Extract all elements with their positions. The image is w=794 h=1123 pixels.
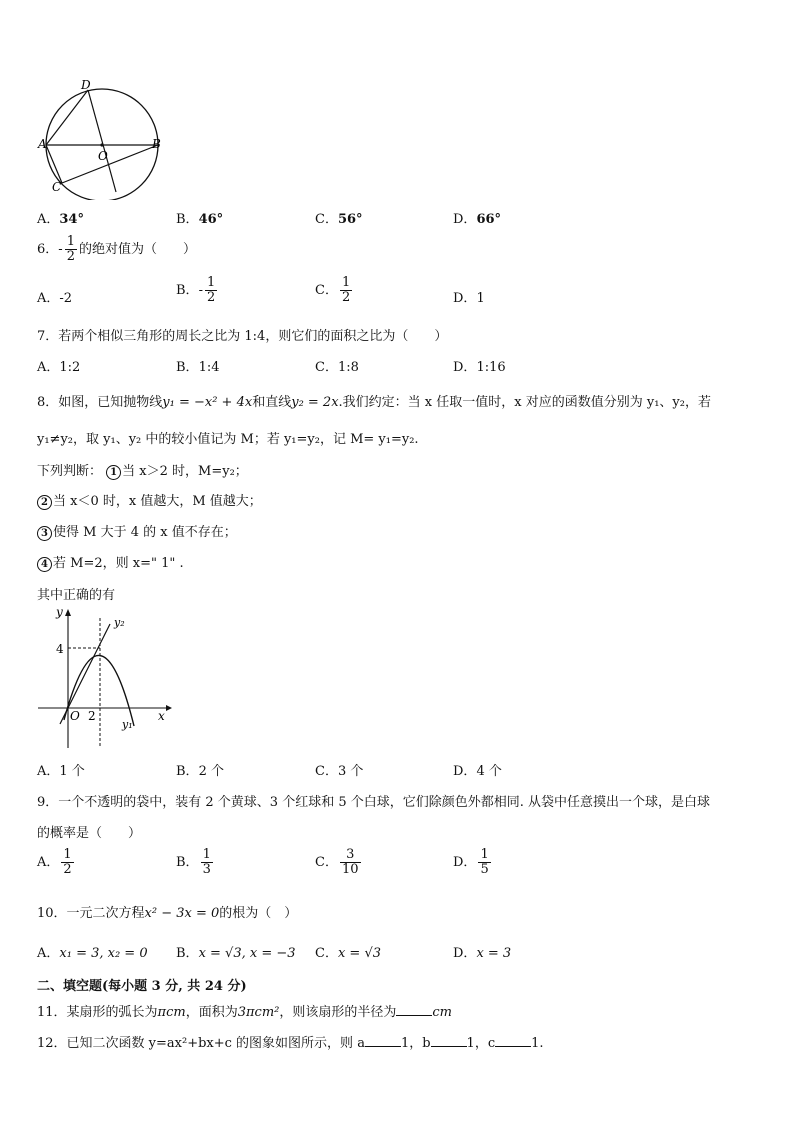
q12-blank-c[interactable] — [495, 1034, 531, 1047]
q7-option-b[interactable]: B．1:4 — [176, 360, 220, 375]
q6-option-a[interactable]: A．-2 — [37, 291, 73, 306]
axis-x-label: x — [158, 709, 165, 723]
curve-y1-label: y₁ — [122, 718, 133, 731]
q7-option-a[interactable]: A．1:2 — [37, 360, 81, 375]
q8-stem-line2: y₁≠y₂，取 y₁、y₂ 中的较小值记为 M；若 y₁=y₂，记 M= y₁=y₂. — [37, 432, 419, 447]
q8-judgment-3: 3 使得 M 大于 4 的 x 值不存在； — [37, 521, 237, 541]
q9-option-b[interactable]: B． $\frac{1}{3}$ — [176, 847, 211, 877]
q8-option-a[interactable]: A．1 个 — [37, 764, 85, 779]
q8-judgment-2: 2 当 x＜0 时，x 值越大，M 值越大； — [37, 490, 262, 510]
q8-stem-line1: 8．如图，已知抛物线y₁ = −x² + 4x和直线y₂ = 2x.我们约定：当 x 任取一值时，x 对应的函数值分别为 y₁、y₂，若 — [37, 395, 711, 410]
q8-option-d[interactable]: D．4 个 — [453, 764, 502, 779]
label-O: O — [98, 149, 108, 163]
q11-stem: 11．某扇形的弧长为πcm，面积为3πcm²，则该扇形的半径为 cm — [37, 1005, 452, 1020]
section-heading-fill-in: 二、填空题(每小题 3 分, 共 24 分) — [37, 979, 247, 994]
q10-option-b[interactable]: B．x = √3, x = −3 — [176, 946, 296, 961]
q7-stem: 7．若两个相似三角形的周长之比为 1:4，则它们的面积之比为（ ） — [37, 329, 448, 344]
q8-option-c[interactable]: C．3 个 — [315, 764, 364, 779]
q12-blank-b[interactable] — [431, 1034, 467, 1047]
q8-option-b[interactable]: B．2 个 — [176, 764, 224, 779]
q5-option-d[interactable]: D．66° — [453, 212, 502, 227]
circle-figure — [34, 76, 170, 200]
q8-judgment-4: 4 若 M=2，则 x=" 1" . — [37, 552, 184, 572]
q9-option-d[interactable]: D． $\frac{1}{5}$ — [453, 847, 489, 877]
function-graph-figure — [34, 604, 174, 752]
q9-stem-line2: 的概率是（ ） — [37, 826, 142, 841]
q10-option-a[interactable]: A．x₁ = 3, x₂ = 0 — [37, 946, 148, 961]
q9-option-a[interactable]: A． $\frac{1}{2}$ — [37, 847, 72, 877]
line-y2-label: y₂ — [114, 616, 125, 629]
axis-y-label: y — [56, 605, 63, 619]
q5-option-a[interactable]: A．34° — [37, 212, 84, 227]
q6-stem: 6．- $\frac{1}{2}$ 的绝对值为（ ） — [37, 234, 196, 264]
tick-2-label: 2 — [88, 709, 96, 723]
q8-which-correct: 其中正确的有 — [37, 588, 116, 603]
q7-option-c[interactable]: C．1:8 — [315, 360, 359, 375]
label-A: A — [38, 137, 47, 151]
label-C: C — [52, 180, 62, 194]
q12-stem: 12．已知二次函数 y=ax²+bx+c 的图象如图所示，则 a 1，b 1，c 1. — [37, 1036, 544, 1051]
q8-judgment-1: 下列判断： 1 当 x＞2 时，M=y₂； — [37, 464, 248, 479]
q6-option-d[interactable]: D．1 — [453, 291, 485, 306]
q5-option-c[interactable]: C．56° — [315, 212, 363, 227]
q10-stem: 10．一元二次方程x² − 3x = 0的根为（ ） — [37, 906, 298, 921]
label-D: D — [81, 78, 91, 92]
q5-option-b[interactable]: B．46° — [176, 212, 224, 227]
q12-blank-a[interactable] — [365, 1034, 401, 1047]
q9-stem-line1: 9．一个不透明的袋中，装有 2 个黄球、3 个红球和 5 个白球，它们除颜色外都相同. 从袋中任意摸出一个球，是白球 — [37, 795, 711, 810]
q9-option-c[interactable]: C． $\frac{3}{10}$ — [315, 847, 359, 877]
q10-option-d[interactable]: D．x = 3 — [453, 946, 512, 961]
q7-option-d[interactable]: D．1:16 — [453, 360, 506, 375]
q11-answer-blank[interactable] — [396, 1003, 432, 1016]
origin-label: O — [70, 709, 80, 723]
label-B: B — [152, 137, 161, 151]
tick-4-label: 4 — [56, 642, 64, 656]
q10-option-c[interactable]: C．x = √3 — [315, 946, 381, 961]
q6-option-c[interactable]: C． $\frac{1}{2}$ — [315, 275, 351, 305]
q6-option-b[interactable]: B．- $\frac{1}{2}$ — [176, 275, 216, 305]
